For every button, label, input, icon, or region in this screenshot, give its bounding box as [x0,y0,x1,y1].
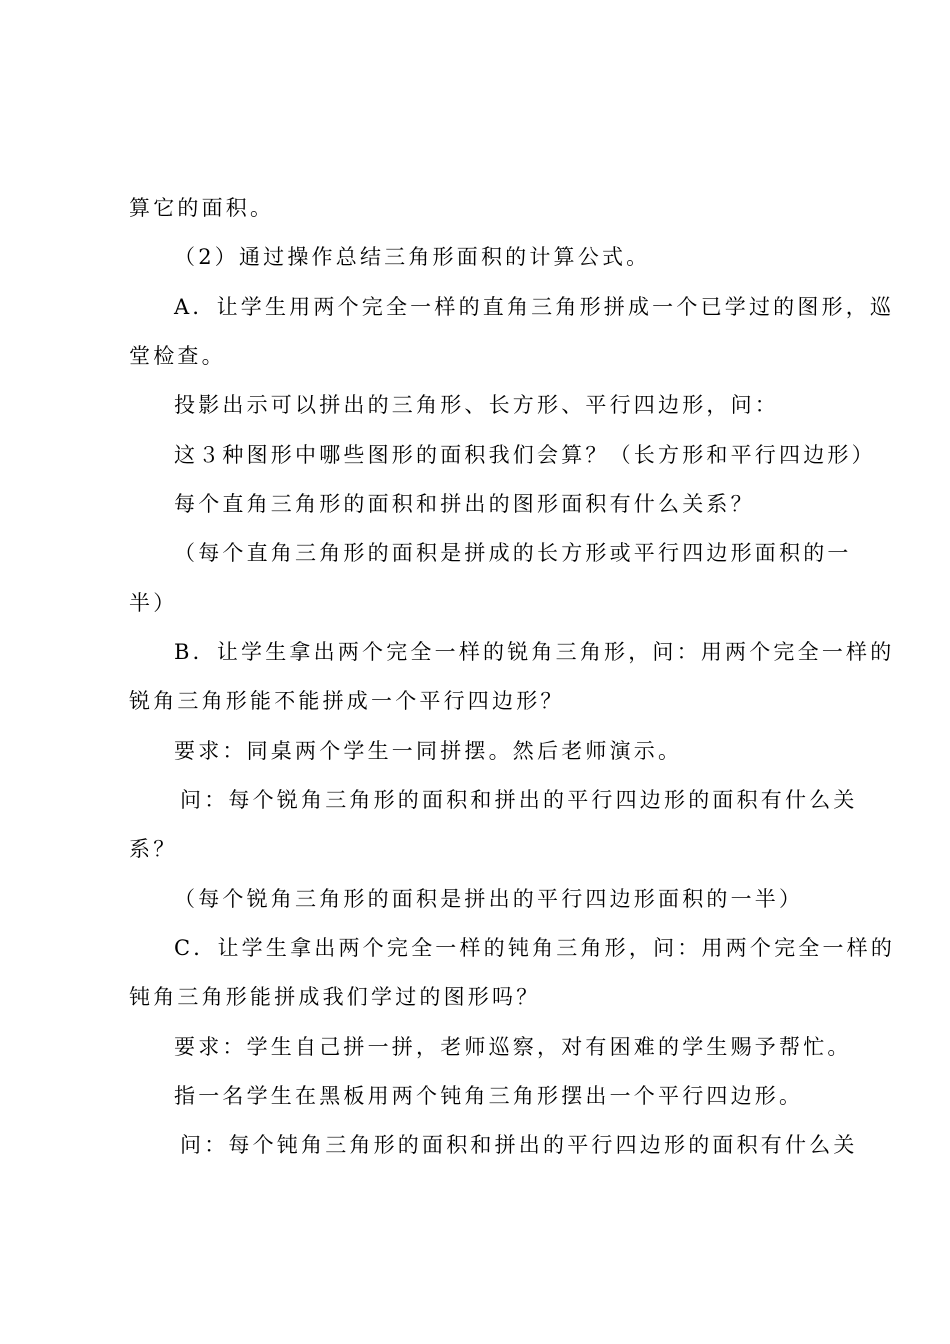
text-line: B．让学生拿出两个完全一样的锐角三角形，问：用两个完全一样的 [174,640,895,664]
text-line: 锐角三角形能不能拼成一个平行四边形？ [129,689,565,713]
text-line: 问：每个钝角三角形的面积和拼出的平行四边形的面积有什么关 [180,1133,858,1157]
text-line: 每个直角三角形的面积和拼出的图形面积有什么关系？ [174,492,755,516]
text-line: （2）通过操作总结三角形面积的计算公式。 [174,245,651,269]
text-line: （每个锐角三角形的面积是拼出的平行四边形面积的一半） [174,887,804,911]
text-line: 要求：学生自己拼一拼，老师巡察，对有困难的学生赐予帮忙。 [174,1035,852,1059]
text-line: C．让学生拿出两个完全一样的钝角三角形，问：用两个完全一样的 [174,936,896,960]
text-line: 问：每个锐角三角形的面积和拼出的平行四边形的面积有什么关 [180,788,858,812]
text-line: （每个直角三角形的面积是拼成的长方形或平行四边形面积的一 [174,541,852,565]
text-line: 这３种图形中哪些图形的面积我们会算？（长方形和平行四边形） [174,443,876,467]
text-line: 投影出示可以拼出的三角形、长方形、平行四边形，问： [174,393,779,417]
text-line: 算它的面积。 [129,196,275,220]
text-line: 要求：同桌两个学生一同拼摆。然后老师演示。 [174,739,683,763]
text-line: 堂检查。 [129,344,226,368]
text-line: 系？ [129,837,178,861]
text-line: 半） [129,591,178,615]
text-line: 钝角三角形能拼成我们学过的图形吗？ [129,985,541,1009]
text-line: A．让学生用两个完全一样的直角三角形拼成一个已学过的图形，巡 [174,295,895,319]
text-line: 指一名学生在黑板用两个钝角三角形摆出一个平行四边形。 [174,1084,804,1108]
